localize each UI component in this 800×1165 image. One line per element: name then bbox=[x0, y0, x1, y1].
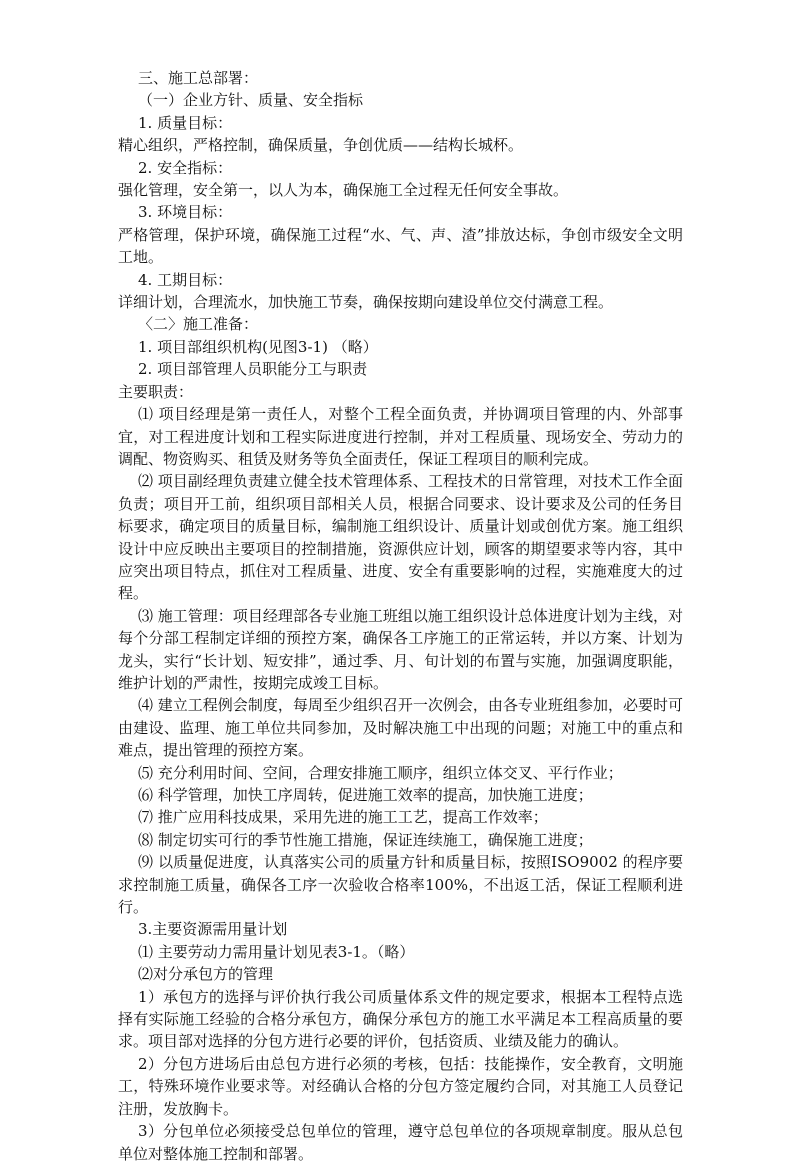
paragraph: ⑶ 施工管理：项目经理部各专业施工班组以施工组织设计总体进度计划为主线，对每个分部工程制定详细的预控方案，确保各工序施工的正常运转，并以方案、计划为龙头，实行“长计划、短安排”，通过季、月、旬计划的布置与实施，加强调度职能，维护计划的严肃性，按期完成竣工目标。 bbox=[118, 606, 683, 692]
item-text-schedule: 详细计划，合理流水，加快施工节奏，确保按期向建设单位交付满意工程。 bbox=[118, 293, 614, 312]
item-heading-safety: 2. 安全指标： bbox=[138, 158, 233, 177]
paragraph: ⑴ 主要劳动力需用量计划见表3-1。（略） bbox=[138, 942, 415, 961]
paragraph: ⑹ 科学管理，加快工序周转，促进施工效率的提高，加快施工进度； bbox=[138, 786, 593, 804]
item-heading-schedule: 4. 工期目标： bbox=[138, 270, 233, 289]
paragraph: ⑷ 建立工程例会制度，每周至少组织召开一次例会，由各专业班组参加，必要时可由建设、监理、施工单位共同参加，及时解决施工中出现的问题；对施工中的重点和难点，提出管理的预控方案。 bbox=[118, 696, 683, 760]
section-heading: 三、施工总部署： bbox=[138, 69, 259, 87]
item-text-quality: 精心组织，严格控制，确保质量，争创优质——结构长城杯。 bbox=[118, 136, 524, 155]
paragraph: ⑴ 项目经理是第一责任人，对整个工程全面负责，并协调项目管理的内、外部事宜，对工程进度计划和工程实际进度进行控制，并对工程质量、现场安全、劳动力的调配、物资购买、租赁及财务等负全面责任，保证工程项目的顺利完成。 bbox=[118, 405, 683, 468]
subsection-heading: （一）企业方针、质量、安全指标 bbox=[138, 91, 364, 110]
document-body bbox=[118, 67, 683, 1165]
paragraph: ⑸ 充分利用时间、空间，合理安排施工顺序，组织立体交叉、平行作业； bbox=[138, 763, 623, 782]
paragraph: ⑵ 项目副经理负责建立健全技术管理体系、工程技术的日常管理，对技术工作全面负责；项目开工前，组织项目部相关人员，根据合同要求、设计要求及公司的任务目标要求，确定项目的质量目标，编制施工组织设计、质量计划或创优方案。施工组织设计中应反映出主要项目的控制措施，资源供应计划，顾客的期望要求等内容，其中应突出项目特点，抓住对工程质量、进度、安全有重要影响的过程，实施难度大的过程。 bbox=[118, 472, 683, 603]
paragraph: 3）分包单位必须接受总包单位的管理，遵守总包单位的各项规章制度。服从总包单位对整体施工控制和部署。 bbox=[118, 1122, 683, 1163]
paragraph: ⑼ 以质量促进度，认真落实公司的质量方针和质量目标，按照ISO9002 的程序要求控制施工质量，确保各工序一次验收合格率100%，不出返工活，保证工程顺利进行。 bbox=[118, 853, 683, 917]
paragraph: ⑻ 制定切实可行的季节性施工措施，保证连续施工，确保施工进度； bbox=[138, 830, 593, 849]
paragraph: 主要职责： bbox=[118, 382, 194, 401]
paragraph: ⑺ 推广应用科技成果，采用先进的施工工艺，提高工作效率； bbox=[138, 808, 548, 827]
item-text-safety: 强化管理，安全第一，以人为本，确保施工全过程无任何安全事故。 bbox=[118, 181, 569, 200]
paragraph: 2）分包方进场后由总包方进行必须的考核，包括：技能操作，安全教育，文明施工，特殊环境作业要求等。对经确认合格的分包方签定履约合同，对其施工人员登记注册，发放胸卡。 bbox=[118, 1054, 683, 1118]
subsection-heading-preparation: 〈二〉施工准备： bbox=[138, 315, 259, 334]
paragraph: 1）承包方的选择与评价执行我公司质量体系文件的规定要求，根据本工程特点选择有实际施工经验的合格分承包方，确保分承包方的施工水平满足本工程高质量的要求。项目部对选择的分包方进行必要的评价，包括资质、业绩及能力的确认。 bbox=[118, 987, 683, 1051]
paragraph: ⑵对分承包方的管理 bbox=[138, 965, 274, 984]
paragraph: 1. 项目部组织机构(见图3-1) （略） bbox=[138, 337, 378, 356]
paragraph: 2. 项目部管理人员职能分工与职责 bbox=[138, 360, 368, 379]
item-text-environment: 严格管理，保护环境，确保施工过程“水、气、声、渣”排放达标，争创市级安全文明工地。 bbox=[118, 225, 683, 267]
paragraph: 3.主要资源需用量计划 bbox=[138, 920, 288, 939]
item-heading-environment: 3. 环境目标： bbox=[138, 203, 233, 222]
item-heading-quality: 1. 质量目标： bbox=[138, 113, 233, 132]
